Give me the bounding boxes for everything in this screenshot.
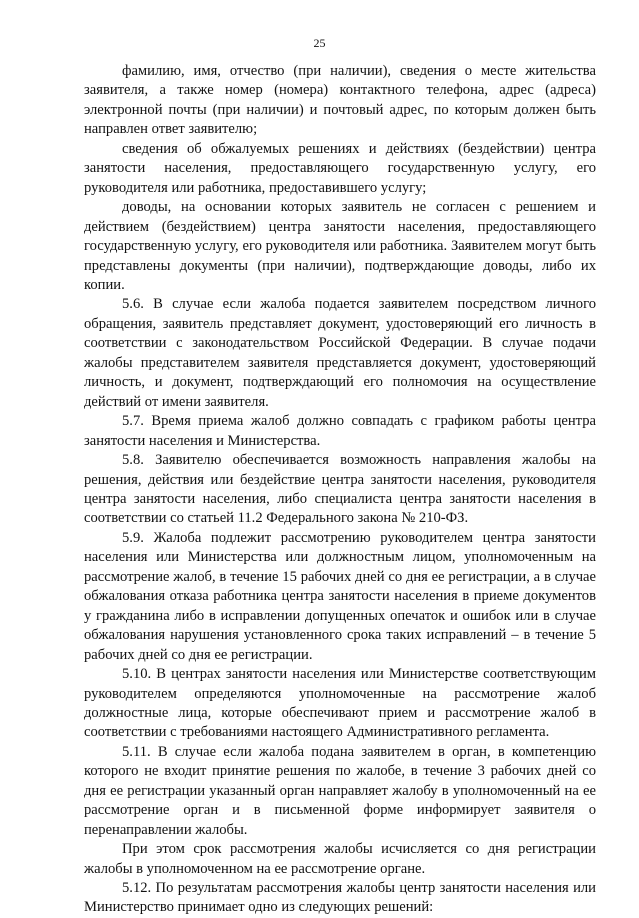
- page-number: 25: [313, 36, 326, 50]
- paragraph-5-9: 5.9. Жалоба подлежит рассмотрению руководителем центра занятости населения или Министерства или должностным лицом, уполномоченным на рассмотрение жалоб, в течение 15 рабочих дней со дня ее регистрации, а в случае обжалования отказа работника центра занятости населения в приеме документов у гражданина либо в исправлении допущенных опечаток и ошибок или в случае обжалования нарушения установленного срока таких исправлений – в течение 5 рабочих дней со дня ее регистрации.: [84, 529, 596, 663]
- paragraph-5-11: 5.11. В случае если жалоба подана заявителем в орган, в компетенцию которого не входит принятие решения по жалобе, в течение 3 рабочих дней со дня ее регистрации указанный орган направляет жалобу в уполномоченный на ее рассмотрение орган и в письменной форме информирует заявителя о перенаправлении жалобы.: [84, 743, 596, 838]
- paragraph-arguments: доводы, на основании которых заявитель не согласен с решением и действием (бездействием) центра занятости населения, предоставляющего государственную услугу, его руководителя или работника. Заявителем могут быть представлены документы (при наличии), подтверждающие доводы, либо их копии.: [84, 199, 596, 293]
- paragraph-5-7: 5.7. Время приема жалоб должно совпадать с графиком работы центра занятости населения и Министерства.: [84, 413, 596, 449]
- paragraph-5-8: 5.8. Заявителю обеспечивается возможность направления жалобы на решения, действия или бездействие центра занятости населения, руководителя центра занятости населения, либо специалиста центра занятости населения в соответствии со статьей 11.2 Федерального закона № 210-ФЗ.: [84, 452, 596, 527]
- paragraph-5-10: 5.10. В центрах занятости населения или Министерстве соответствующим руководителем определяются уполномоченные на рассмотрение жалоб должностные лица, которые обеспечивают прием и рассмотрение жалоб в соответствии с требованиями настоящего Административного регламента.: [84, 666, 596, 741]
- paragraph-5-12: 5.12. По результатам рассмотрения жалобы центр занятости населения или Министерство принимает одно из следующих решений:: [84, 880, 596, 916]
- paragraph-appealed-decisions: сведения об обжалуемых решениях и действиях (бездействии) центра занятости населения, предоставляющего государственную услугу, его руководителя или работника, предоставившего услугу;: [84, 140, 596, 196]
- paragraph-5-6: 5.6. В случае если жалоба подается заявителем посредством личного обращения, заявитель представляет документ, удостоверяющий его личность в соответствии с законодательством Российской Федерации. В случае подачи жалобы представителем заявителя представляется документ, удостоверяющий личность, и документ, подтверждающий его полномочия на осуществление действий от имени заявителя.: [84, 296, 596, 410]
- paragraph-review-period: При этом срок рассмотрения жалобы исчисляется со дня регистрации жалобы в уполномоченном на ее рассмотрение органе.: [84, 841, 596, 877]
- paragraph-applicant-details: фамилию, имя, отчество (при наличии), сведения о месте жительства заявителя, а также номер (номера) контактного телефона, адрес (адреса) электронной почты (при наличии) и почтовый адрес, по которым должен быть направлен ответ заявителю;: [84, 63, 596, 138]
- body-text: [84, 62, 596, 918]
